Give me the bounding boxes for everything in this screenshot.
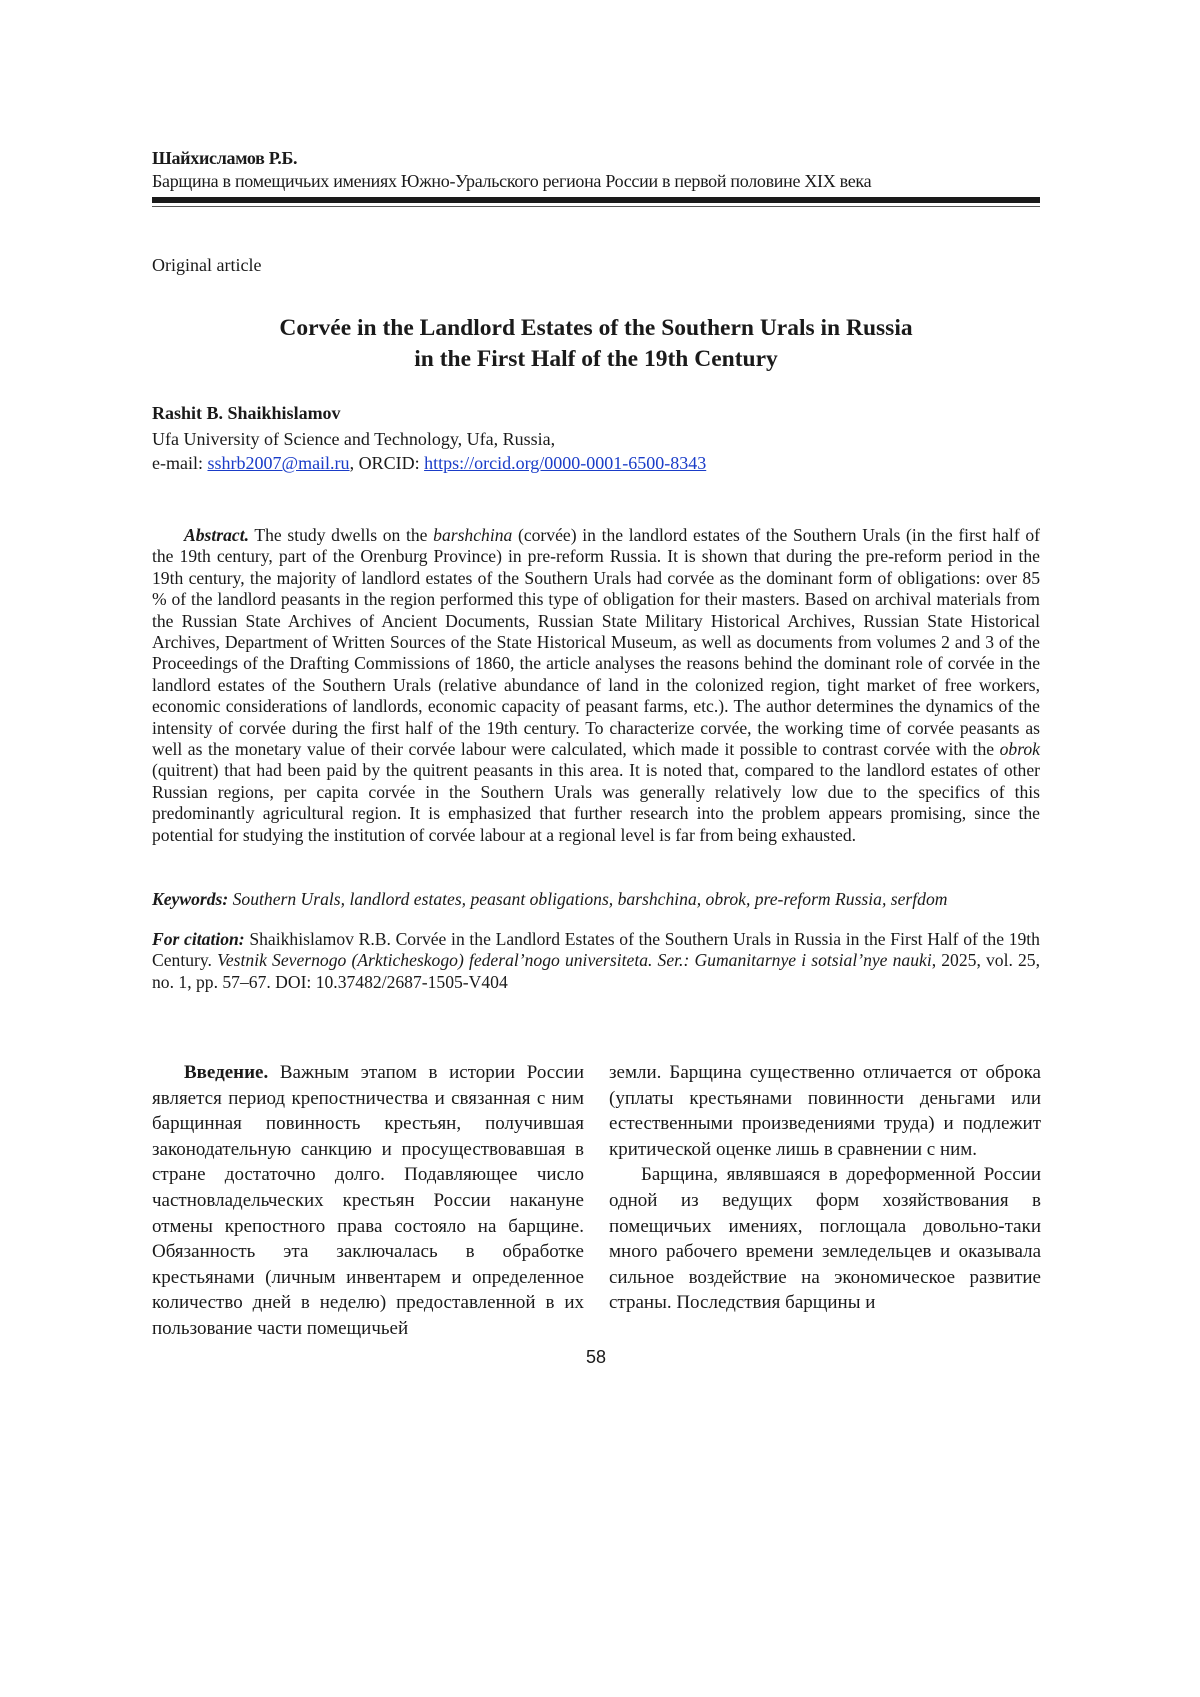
abstract-text: (quitrent) that had been paid by the quitrent peasants in this area. It is noted that, compared to the landlord estates of other Russian regions, per capita corvée in the Southern Urals was generally relatively low due to the specifics of this predominantly agricultural region. It is emphasized that further research into the problem appears promising, since the potential for studying the institution of corvée labour at a regional level is far from being exhausted. (152, 760, 1040, 844)
abstract-text: The study dwells on the (249, 525, 433, 545)
email-link[interactable]: sshrb2007@mail.ru (207, 453, 349, 473)
body-column-left (152, 1060, 584, 1342)
citation-details: , 2025, vol. 25, no. 1, pp. 57–67. DOI: 10.37482/2687-1505-V404 (152, 950, 1040, 991)
title-line-1: Corvée in the Landlord Estates of the Southern Urals in Russia (152, 313, 1040, 344)
keywords (152, 889, 1040, 910)
orcid-link[interactable]: https://orcid.org/0000-0001-6500-8343 (424, 453, 706, 473)
intro-paragraph (152, 1060, 584, 1342)
author-name: Rashit B. Shaikhislamov (152, 403, 341, 424)
citation-text: Shaikhislamov R.B. Corvée in the Landlord Estates of the Southern Urals in Russia in the First Half of the 19th Century. (152, 929, 1040, 970)
affiliation: Ufa University of Science and Technology, Ufa, Russia, (152, 427, 706, 451)
body-paragraph: земли. Барщина существенно отличается от оброка (уплаты крестьянами повинности деньгами или естественными произведениями труда) и подлежит критической оценке лишь в сравнении с ним. (609, 1060, 1041, 1162)
body-paragraph: Барщина, являвшаяся в дореформенной России одной из ведущих форм хозяйствования в помещичьих имениях, поглощала довольно-таки много рабочего времени земледельцев и оказывала сильное воздействие на экономическое развитие страны. Последствия барщины и (609, 1162, 1041, 1316)
header-rule-thick (152, 197, 1040, 203)
citation-journal: Vestnik Severnogo (Arkticheskogo) federal’nogo universiteta. Ser.: Gumanitarnye i sotsial’nye nauki (217, 950, 932, 970)
author-info (152, 427, 706, 475)
abstract (152, 525, 1040, 846)
intro-text: Важным этапом в истории России является период крепостничества и связанная с ним барщинная повинность крестьян, получившая законодательную санкцию и просуществовавшая в стране достаточно долго. Подавляющее число частновладельческих крестьян России накануне отмены крепостного права состояло на барщине. Обязанность эта заключалась в обработке крестьянами (личным инвентарем и определенное количество дней в неделю) предоставленной в их пользование части помещичьей (152, 1062, 584, 1339)
contact-line (152, 451, 706, 475)
keywords-text: Southern Urals, landlord estates, peasant obligations, barshchina, obrok, pre-reform Russia, serfdom (228, 889, 947, 909)
email-label: e-mail: (152, 453, 207, 473)
page-number: 58 (0, 1347, 1192, 1368)
body-column-right (609, 1060, 1041, 1316)
running-header-title: Барщина в помещичьих имениях Южно-Уральского региона России в первой половине XIX века (152, 171, 871, 192)
keywords-label: Keywords: (152, 889, 228, 909)
article-title (152, 313, 1040, 375)
header-rule-thin (152, 206, 1040, 207)
abstract-text: (corvée) in the landlord estates of the Southern Urals (in the first half of the 19th century, part of the Orenburg Province) in pre-reform Russia. It is shown that during the pre-reform period in the 19th century, the majority of landlord estates of the Southern Urals had corvée as the dominant form of obligations: over 85 % of the landlord peasants in the region performed this type of obligation for their masters. Based on archival materials from the Russian State Archives of Ancient Documents, Russian State Military Historical Archives, Russian State Historical Archives, Department of Written Sources of the State Historical Museum, as well as documents from volumes 2 and 3 of the Proceedings of the Drafting Commissions of 1860, the article analyses the reasons behind the dominant role of corvée in the landlord estates of the Southern Urals (relative abundance of land in the colonized region, tight market of free workers, economic considerations of landlords, economic capacity of peasant farms, etc.). The author determines the dynamics of the intensity of corvée during the first half of the 19th century. To characterize corvée, the working time of corvée peasants as well as the monetary value of their corvée labour were calculated, which made it possible to contrast corvée with the (152, 525, 1040, 759)
abstract-term: barshchina (433, 525, 512, 545)
title-line-2: in the First Half of the 19th Century (152, 344, 1040, 375)
citation-label: For citation: (152, 929, 245, 949)
abstract-term: obrok (1000, 739, 1040, 759)
citation (152, 929, 1040, 993)
intro-label: Введение. (184, 1062, 268, 1083)
running-header-author: Шайхисламов Р.Б. (152, 148, 297, 169)
abstract-label: Abstract. (184, 525, 249, 545)
orcid-label: , ORCID: (350, 453, 425, 473)
article-type: Original article (152, 255, 261, 276)
